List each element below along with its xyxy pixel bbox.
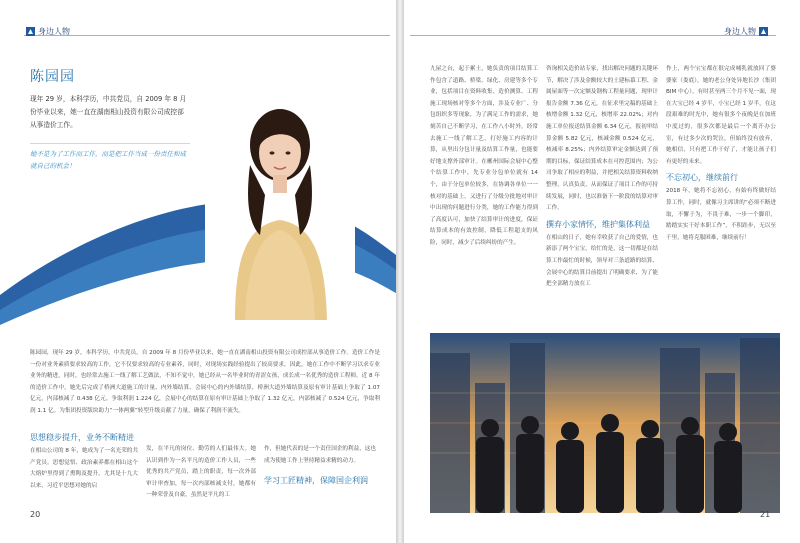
right-column-3 (666, 64, 776, 329)
right-column-2 (546, 64, 658, 329)
quote-text: 她不是为了工作而工作，而是把工作当成一份责任和成就自己的机会！ (30, 143, 190, 172)
right-col1-text: 九屋之台，起于累土，她负责的项目结算工作包含了道路、桥梁、绿化、房建等多个专业，包括项目在资料收集、造价测算、工程施工现场核对等多个方面，涉及专业广、分包组织多等现象，为了满足工作的需求，她刻苦自己不断学习，在工作八小时外，经常去施工一线了解工艺，打好施工内容的计算，从里出分包计量及结算工作量，也能要好地支撑外部审计。在郴州国际会展中心整个结算工作中，先专业分包单位就有 14 个，由于分包单位较多，在协调各单位一一核对的基础上，又进行了分级分批地对审计中出现的问题进行分类，她的工作能力得到了高度认可，加快了结算审计的进度，保证结算成本的有效控制，降低工程超支的风险，同时，减少了后续纠纷的产生。 (430, 66, 538, 246)
right-col3-text: 作上，两个宝宝都在很完成哺乳就放回了婆婆家（娄底），她的老公身处异地长沙（集团 BIM 中心），有时甚至两三个月不见一面，现在大宝已经 4 岁半，小宝已经 1 岁半，在这段艰难的时光中，她有很多个夜晚是在加班中度过的，很多次都是最后一个离开办公室，有过多少次的哭泣，但始终没有放弃，她相信，只有把工作干好了，才能让孩子们有更好的未来。 (666, 66, 776, 165)
left-column-1 (30, 432, 138, 492)
right-col2-text: 咨询相关造价站专家，找出解决问题的关键环节，解决了涉及金额较大的土建标幕工程、金属屋面等一次定额及钢构工程量问题，现审计报告金额 7.36 亿元，在征求里完稿的基础上核增金额 1.32 亿元，核增率 22.02%；对内施工单位报送结算金额 6.34 亿元，报初审结算金额 5.82 亿元，核减金额 0.524 亿元，核减率 8.25%；内外结算审定金额达到了预期的目标，保证结算成本在可控范围内；为公司争取了相应的利益，并把相关结算资料收纳整理，认真负责，从而保证了项目工作的可持续发展，同时，也以准备下一阶段的结算对审工作。 (546, 66, 658, 212)
left-col3-text: 作，但她代表的是一个责任国企的利益，这也成为使她工作上坚持精益求精的动力。 (264, 446, 376, 464)
right-col3-heading-text: 2018 年，她将不忘初心，有始有终做好结算工作，同时，就像习主席讲的“必须不断进取，不懈于为，不畏于难，一步一个脚印，踏踏实实干好本职工作”，不积跬步，无以至千里，她将克服困难，继续前行！ (666, 188, 776, 241)
left-col2-text: 发，在平凡的岗位、勤劳的人们最伟大。她认识到作为一名平凡的造价工作人员，一些优秀的共产党员，踏上的职责，每一次外部审计审查加，每一次内部核减支付，她都有一种荣誉及自豪，虽然是平凡的工 (146, 446, 256, 499)
page-number-left: 20 (30, 510, 41, 519)
bio-paragraph: 陈园园，现年 29 岁，本科学历，中共党员，自 2009 年 8 月份毕业以来，她一直在湖南相山投资有限公司成控部从事造价工作。造价工作是一份对业务素质要求较高的工作，它不仅要求较高的专业素养，同时，对现场实践经验提出了较高要求，因此，她在工作中不断学习以求专业业务的精进，同时，也经常去施工一线了解工艺做法，不知不觉中，她已经从一名毕业时的青涩女孩，成长成一名优秀的造价工程师。近 8 年的造价工作中，她先后完成了桥洲大道施工的计量、内外墙结算、会展中心的内外墙结算，桥洲大道外墙结算及原有审计基础上争取了 1.07 亿元，内部核减了 0.438 亿元。争取利润 1.224 亿，会展中心的结算在原有审计基础上争取了 1.32 亿元，内部核减了 0.524 亿元，争取利润 1.1 亿。为集团投资版块助力“一体两翼”转型升级贡献了力量，确保了利润不流失。 (30, 350, 380, 414)
section-tag (26, 26, 70, 37)
left-column-3 (264, 444, 376, 489)
person-name: 陈园园 (30, 69, 75, 85)
heading-craftsman: 学习工匠精神，保障国企利润 (264, 476, 368, 486)
header-rule-right (410, 35, 776, 36)
business-people-photo (430, 333, 780, 513)
book-gutter (396, 0, 404, 543)
left-col1-text: 在相山公司的 8 年，她成为了一名光荣的共产党员。思想觉悟、政治素养都在相山这个大熔炉里得到了熏陶及提升。尤其是十九大以来，习近平思想对她的启 (30, 448, 138, 489)
header-rule (24, 35, 390, 36)
heading-original-aspiration: 不忘初心，继续前行 (666, 173, 738, 183)
page-number-right: 21 (760, 510, 771, 519)
section-tag-right-label: 身边人物 (724, 27, 756, 36)
left-page (0, 0, 396, 543)
section-tag-right (724, 26, 768, 37)
left-column-2 (146, 444, 256, 502)
intro-text: 现年 29 岁，本科学历，中共党员，自 2009 年 8 月份毕业以来，她一直在湖南相山投资有限公司成控部从事造价工作。 (30, 95, 187, 129)
heading-ideology: 思想稳步提升，业务不断精进 (30, 433, 134, 442)
section-mark-icon (26, 27, 35, 36)
portrait-photo (205, 75, 355, 320)
right-column-1 (430, 64, 538, 250)
right-page (404, 0, 800, 543)
section-tag-label: 身边人物 (38, 27, 70, 36)
heading-collective: 撰弃小家情怀，维护集体利益 (546, 219, 650, 229)
right-col2-heading-text: 在相山的日子，她有幸收获了自己的爱情，也新添了两个宝宝，给忙的是，这一切都是在结算工作最忙的时候，领导对三条道路的结算、会展中心的结算目前提出了明确要求，为了能把全部精力放在工 (546, 234, 658, 288)
section-mark-icon (759, 27, 768, 36)
